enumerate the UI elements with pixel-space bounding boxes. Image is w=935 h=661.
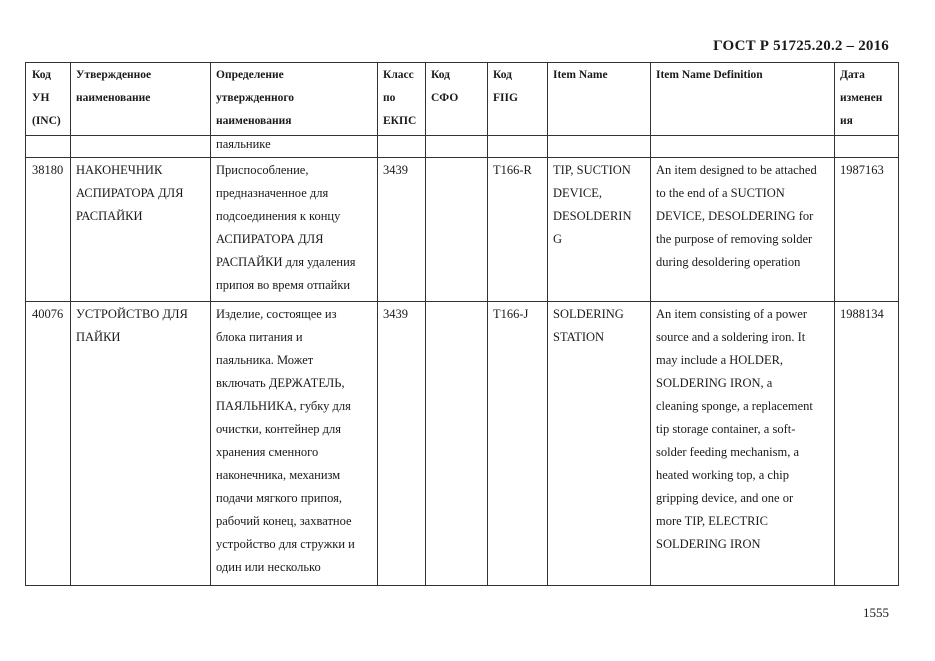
text-line: An item designed to be attached — [656, 163, 817, 177]
text-line: may include a HOLDER, — [656, 353, 784, 367]
text-line: An item consisting of a power — [656, 307, 808, 321]
text-line: очистки, контейнер для — [216, 422, 341, 436]
cell-approved-name — [71, 302, 211, 586]
cell-class-ekps: 3439 — [378, 302, 426, 586]
header-definition — [211, 63, 378, 136]
cell-code: 38180 — [26, 158, 71, 302]
text-line: gripping device, and one or — [656, 491, 794, 505]
text-line: припоя во время отпайки — [216, 278, 351, 292]
cell-class-ekps — [378, 136, 426, 158]
cell-code-sfo — [426, 158, 488, 302]
text-line: Определение — [216, 69, 284, 81]
page-number: 1555 — [863, 605, 889, 620]
text-line: ия — [840, 115, 853, 127]
text-line: the purpose of removing solder — [656, 232, 813, 246]
text-line: TIP, SUCTION — [553, 163, 631, 177]
text-line: (INC) — [32, 115, 61, 127]
text-line: G — [553, 232, 563, 246]
cell-code: 40076 — [26, 302, 71, 586]
text-line: предназначенное для — [216, 186, 329, 200]
text-line: изменен — [840, 92, 883, 104]
text-line: подсоединения к концу — [216, 209, 341, 223]
text-line: solder feeding mechanism, a — [656, 445, 800, 459]
text-line: during desoldering operation — [656, 255, 801, 269]
nomenclature-table — [25, 62, 899, 586]
text-line: Item Name Definition — [656, 69, 763, 81]
text-line: ПАЯЛЬНИКА, губку для — [216, 399, 351, 413]
cell-code — [26, 136, 71, 158]
document-header: ГОСТ Р 51725.20.2 – 2016 — [713, 38, 889, 54]
cell-item-name-definition — [651, 302, 835, 586]
text-line: Item Name — [553, 69, 608, 81]
cell-definition — [211, 158, 378, 302]
text-line: СФО — [431, 92, 459, 104]
cell-definition — [211, 302, 378, 586]
text-line: утвержденного — [216, 92, 295, 104]
cell-class-ekps: 3439 — [378, 158, 426, 302]
text-line: устройство для стружки и — [216, 537, 355, 551]
text-line: SOLDERING IRON, a — [656, 376, 773, 390]
text-line: DEVICE, — [553, 186, 602, 200]
text-line: to the end of a SUCTION — [656, 186, 785, 200]
text-line: блока питания и — [216, 330, 303, 344]
table-row — [26, 158, 899, 302]
text-line: наименование — [76, 92, 151, 104]
cell-definition: паяльнике — [211, 136, 378, 158]
header-code-sfo — [426, 63, 488, 136]
header-change-date — [835, 63, 899, 136]
text-line: один или несколько — [216, 560, 321, 574]
cell-item-name — [548, 136, 651, 158]
text-line: SOLDERING IRON — [656, 537, 761, 551]
cell-code-fiig: T166-R — [488, 158, 548, 302]
cell-code-fiig — [488, 136, 548, 158]
text-line: FIIG — [493, 92, 518, 104]
text-line: наконечника, механизм — [216, 468, 341, 482]
continuation-row — [26, 136, 899, 158]
text-line: Код — [32, 69, 52, 81]
cell-item-name-definition — [651, 136, 835, 158]
text-line: more TIP, ELECTRIC — [656, 514, 768, 528]
text-line: cleaning sponge, a replacement — [656, 399, 813, 413]
text-line: РАСПАЙКИ — [76, 209, 143, 223]
text-line: включать ДЕРЖАТЕЛЬ, — [216, 376, 345, 390]
text-line: DEVICE, DESOLDERING for — [656, 209, 814, 223]
table-header-row — [26, 63, 899, 136]
cell-item-name — [548, 158, 651, 302]
text-line: Изделие, состоящее из — [216, 307, 337, 321]
cell-code-fiig: T166-J — [488, 302, 548, 586]
text-line: source and a soldering iron. It — [656, 330, 806, 344]
cell-change-date: 1987163 — [835, 158, 899, 302]
cell-item-name — [548, 302, 651, 586]
text-line: ПАЙКИ — [76, 330, 121, 344]
text-line: подачи мягкого припоя, — [216, 491, 342, 505]
text-line: УН — [32, 92, 50, 104]
text-line: по — [383, 92, 396, 104]
cell-code-sfo — [426, 302, 488, 586]
text-line: АСПИРАТОРА ДЛЯ — [216, 232, 324, 246]
cell-change-date: 1988134 — [835, 302, 899, 586]
header-item-name — [548, 63, 651, 136]
text-line: DESOLDERIN — [553, 209, 632, 223]
header-class-ekps — [378, 63, 426, 136]
text-line: Код — [431, 69, 451, 81]
text-line: heated working top, a chip — [656, 468, 789, 482]
text-line: Приспособление, — [216, 163, 309, 177]
cell-code-sfo — [426, 136, 488, 158]
text-line: Дата — [840, 69, 865, 81]
header-code — [26, 63, 71, 136]
text-line: УСТРОЙСТВО ДЛЯ — [76, 307, 188, 321]
header-item-name-definition — [651, 63, 835, 136]
text-line: ЕКПС — [383, 115, 417, 127]
text-line: наименования — [216, 115, 292, 127]
text-line: НАКОНЕЧНИК — [76, 163, 163, 177]
text-line: SOLDERING — [553, 307, 624, 321]
table-row — [26, 302, 899, 586]
cell-item-name-definition — [651, 158, 835, 302]
text-line: tip storage container, a soft- — [656, 422, 796, 436]
cell-approved-name — [71, 158, 211, 302]
text-line: РАСПАЙКИ для удаления — [216, 255, 356, 269]
text-line: паяльника. Может — [216, 353, 314, 367]
text-line: рабочий конец, захватное — [216, 514, 352, 528]
header-approved-name — [71, 63, 211, 136]
text-line: АСПИРАТОРА ДЛЯ — [76, 186, 184, 200]
cell-approved-name — [71, 136, 211, 158]
cell-change-date — [835, 136, 899, 158]
text-line: Код — [493, 69, 513, 81]
text-line: STATION — [553, 330, 605, 344]
header-code-fiig — [488, 63, 548, 136]
text-line: хранения сменного — [216, 445, 319, 459]
text-line: Класс — [383, 69, 414, 81]
text-line: Утвержденное — [76, 69, 152, 81]
